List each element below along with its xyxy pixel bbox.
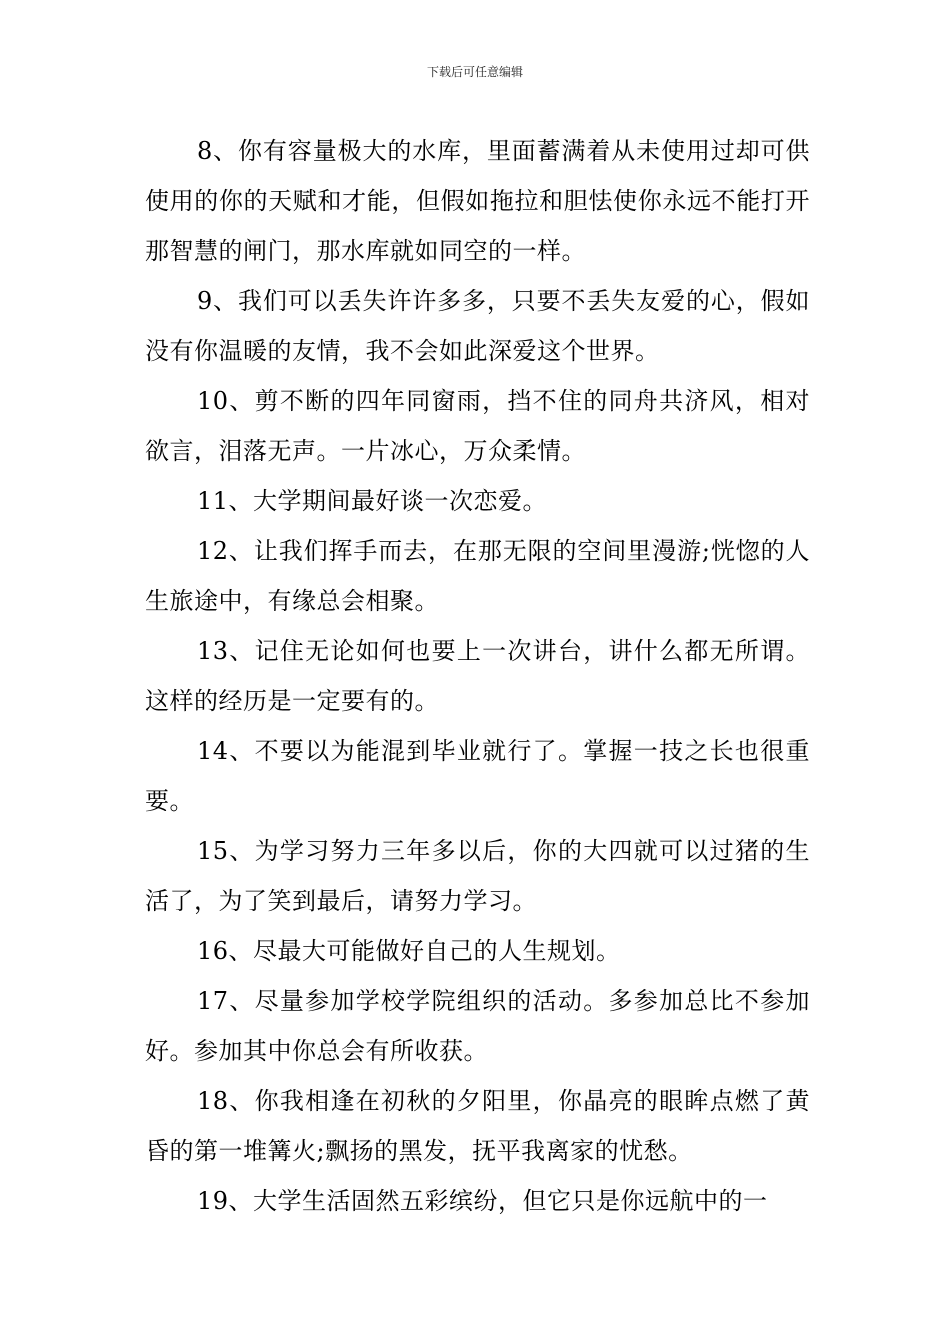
paragraph-15: 15、为学习努力三年多以后，你的大四就可以过猪的生活了，为了笑到最后，请努力学习。 bbox=[145, 837, 810, 915]
paragraph-12: 12、让我们挥手而去，在那无限的空间里漫游;恍惚的人生旅途中，有缘总会相聚。 bbox=[145, 537, 810, 615]
page-header-note: 下载后可任意编辑 bbox=[426, 65, 523, 79]
paragraph-16: 16、尽最大可能做好自己的人生规划。 bbox=[197, 937, 621, 965]
paragraph-17: 17、尽量参加学校学院组织的活动。多参加总比不参加好。参加其中你总会有所收获。 bbox=[145, 987, 810, 1065]
paragraph-8: 8、你有容量极大的水库，里面蓄满着从未使用过却可供使用的你的天赋和才能，但假如拖拉和胆怯使你永远不能打开那智慧的闸门，那水库就如同空的一样。 bbox=[145, 137, 810, 265]
paragraph-14: 14、不要以为能混到毕业就行了。掌握一技之长也很重要。 bbox=[145, 737, 810, 815]
paragraph-10: 10、剪不断的四年同窗雨，挡不住的同舟共济风，相对欲言，泪落无声。一片冰心，万众柔情。 bbox=[145, 387, 810, 465]
paragraph-11: 11、大学期间最好谈一次恋爱。 bbox=[197, 487, 548, 515]
paragraph-19: 19、大学生活固然五彩缤纷，但它只是你远航中的一 bbox=[197, 1187, 768, 1215]
paragraph-13: 13、记住无论如何也要上一次讲台，讲什么都无所谓。这样的经历是一定要有的。 bbox=[145, 637, 810, 715]
paragraph-9: 9、我们可以丢失许许多多，只要不丢失友爱的心，假如没有你温暖的友情，我不会如此深爱这个世界。 bbox=[145, 287, 810, 365]
paragraph-18: 18、你我相逢在初秋的夕阳里，你晶亮的眼眸点燃了黄昏的第一堆篝火;飘扬的黑发，抚平我离家的忧愁。 bbox=[145, 1087, 810, 1165]
document-body bbox=[145, 126, 810, 1226]
